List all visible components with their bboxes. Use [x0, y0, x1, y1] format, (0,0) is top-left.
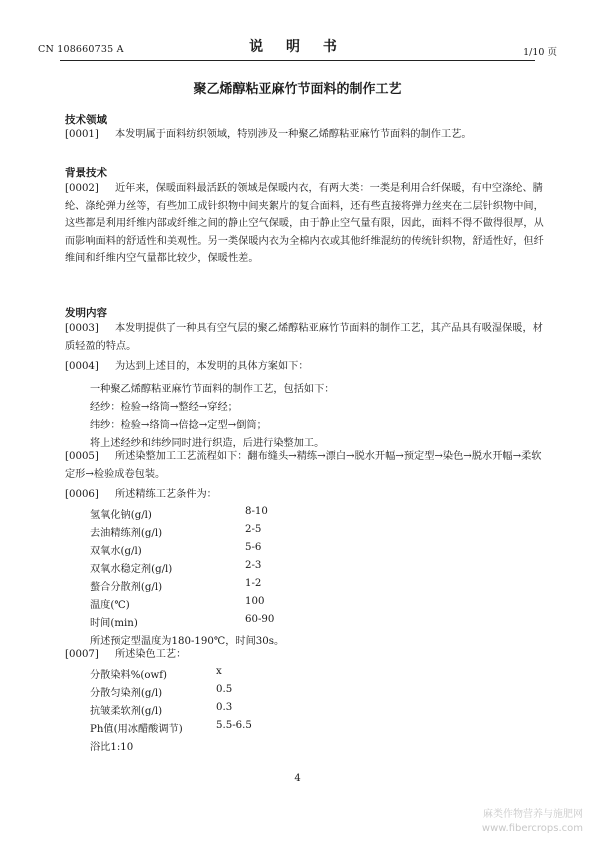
- condition-value: 1-2: [245, 578, 262, 589]
- paragraph-text: 所述染整加工工艺流程如下：翻布缝头→精练→漂白→脱水开幅→预定型→染色→脱水开幅→柔软定形→检验成卷包装。: [65, 451, 542, 480]
- dye-label: 分散匀染剂(g/l): [90, 688, 163, 699]
- paragraph-0006: [65, 486, 545, 504]
- watermark-url: www.fibercrops.com: [481, 823, 583, 834]
- dye-value: 0.5: [216, 684, 233, 695]
- document-type: 说 明 书: [249, 39, 346, 55]
- process-line: 将上述经纱和纬纱同时进行织造，后进行染整加工。: [90, 438, 325, 449]
- paragraph-text: 为达到上述目的，本发明的具体方案如下：: [115, 361, 309, 372]
- dye-value: x: [216, 666, 222, 677]
- paragraph-number: [0001]: [65, 129, 99, 140]
- paragraph-0002: [65, 180, 545, 268]
- dye-value: 5.5-6.5: [216, 720, 252, 731]
- condition-label: 时间(min): [90, 618, 138, 629]
- condition-value: 100: [245, 596, 265, 607]
- paragraph-number: [0003]: [65, 323, 99, 334]
- paragraph-0004: [65, 358, 545, 376]
- paragraph-0007: [65, 646, 545, 664]
- watermark-line: 麻类作物营养与施肥网: [483, 809, 583, 820]
- process-line: 一种聚乙烯醇粘亚麻竹节面料的制作工艺，包括如下：: [90, 384, 335, 395]
- setting-note: 所述预定型温度为180-190℃，时间30s。: [90, 636, 285, 647]
- paragraph-text: 本发明提供了一种具有空气层的聚乙烯醇粘亚麻竹节面料的制作工艺，其产品具有吸湿保暖，材质轻盈的特点。: [65, 323, 543, 352]
- condition-value: 2-5: [245, 524, 262, 535]
- condition-label: 氢氧化钠(g/l): [90, 510, 152, 521]
- paragraph-number: [0006]: [65, 489, 99, 500]
- condition-value: 5-6: [245, 542, 262, 553]
- dye-label: Ph值(用冰醋酸调节): [90, 724, 183, 735]
- section-heading-background: 背景技术: [65, 167, 107, 179]
- page-number: 4: [294, 773, 301, 784]
- paragraph-0003: [65, 320, 545, 355]
- section-heading-invention: 发明内容: [65, 307, 107, 319]
- condition-label: 去油精练剂(g/l): [90, 528, 163, 539]
- bath-ratio: 浴比1:10: [90, 742, 134, 753]
- paragraph-number: [0004]: [65, 361, 99, 372]
- document-title: 聚乙烯醇粘亚麻竹节面料的制作工艺: [193, 82, 402, 97]
- condition-value: 2-3: [245, 560, 262, 571]
- dye-label: 抗皱柔软剂(g/l): [90, 706, 163, 717]
- paragraph-number: [0005]: [65, 451, 99, 462]
- paragraph-0001: [65, 126, 545, 144]
- condition-label: 温度(℃): [90, 600, 130, 611]
- condition-value: 60-90: [245, 614, 275, 625]
- watermark: [482, 808, 583, 836]
- condition-value: 8-10: [245, 506, 268, 517]
- paragraph-text: 本发明属于面料纺织领域，特别涉及一种聚乙烯醇粘亚麻竹节面料的制作工艺。: [115, 129, 472, 140]
- condition-label: 双氧水(g/l): [90, 546, 142, 557]
- dye-label: 分散染料%(owf): [90, 670, 168, 681]
- condition-label: 螯合分散剂(g/l): [90, 582, 163, 593]
- process-line: 纬纱：检验→络筒→倍捻→定型→倒筒；: [90, 420, 267, 431]
- paragraph-text: 所述染色工艺：: [115, 649, 187, 660]
- dye-value: 0.3: [216, 702, 233, 713]
- header-divider: [60, 60, 535, 61]
- paragraph-0005: [65, 448, 545, 483]
- paragraph-text: 近年来，保暖面料最活跃的领域是保暖内衣，有两大类：一类是利用合纤保暖，有中空涤纶、腈纶、涤纶弹力丝等，有些加工成针织物中间夹絮片的复合面料，还有些直接将弹力丝夹在二层针织物中间，这些都是利用纤维内部或纤维之间的静止空气保暖，由于静止空气量有限，因此，面料不得不做得很厚，从而影响面料的舒适性和美观性。另一类保暖内衣为全棉内衣或其他纤维混纺的传统针织物，舒适性好，但纤维间和纤维内空气量都比较少，保暖性差。: [65, 183, 544, 265]
- process-line: 经纱：检验→络筒→整经→穿经；: [90, 402, 238, 413]
- paragraph-number: [0002]: [65, 183, 99, 194]
- section-heading-tech-field: 技术领域: [65, 114, 107, 126]
- page-indicator: 1/10 页: [523, 47, 557, 58]
- condition-label: 双氧水稳定剂(g/l): [90, 564, 173, 575]
- paragraph-text: 所述精练工艺条件为：: [115, 489, 217, 500]
- publication-number: CN 108660735 A: [38, 44, 124, 55]
- paragraph-number: [0007]: [65, 649, 99, 660]
